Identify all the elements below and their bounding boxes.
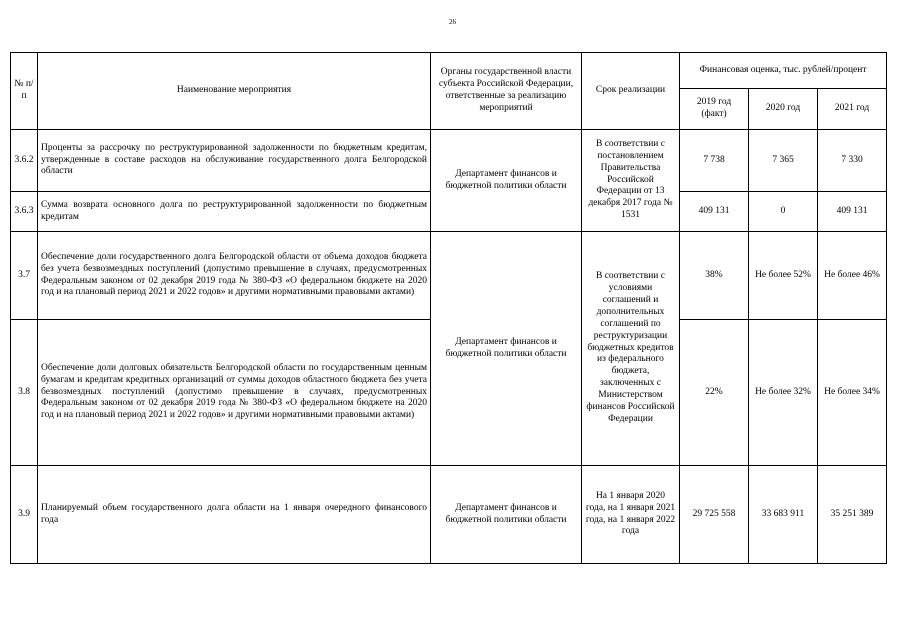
- value-2020: 0: [749, 192, 818, 232]
- measure-name: Сумма возврата основного долга по реструктурированной задолженности по бюджетным кредитам: [38, 192, 431, 232]
- measure-name: Планируемый объем государственного долга области на 1 января очередного финансового года: [38, 466, 431, 564]
- header-num: № п/п: [11, 53, 38, 130]
- value-2019: 38%: [680, 232, 749, 320]
- header-2021: 2021 год: [818, 89, 887, 130]
- value-2019: 409 131: [680, 192, 749, 232]
- implementation-term: На 1 января 2020 года, на 1 января 2021 года, на 1 января 2022 года: [582, 466, 680, 564]
- header-name: Наименование мероприятия: [38, 53, 431, 130]
- header-organs: Органы государственной власти субъекта Российской Федерации, ответственные за реализацию мероприятий: [431, 53, 582, 130]
- value-2021: 409 131: [818, 192, 887, 232]
- responsible-organ: Департамент финансов и бюджетной политики области: [431, 130, 582, 232]
- row-number: 3.8: [11, 320, 38, 466]
- header-2020: 2020 год: [749, 89, 818, 130]
- measures-table: [10, 52, 887, 564]
- header-row-1: [11, 53, 887, 89]
- value-2021: Не более 34%: [818, 320, 887, 466]
- responsible-organ: Департамент финансов и бюджетной политики области: [431, 466, 582, 564]
- value-2020: 7 365: [749, 130, 818, 192]
- header-2019: 2019 год (факт): [680, 89, 749, 130]
- table-row: [11, 466, 887, 564]
- row-number: 3.6.2: [11, 130, 38, 192]
- value-2021: 7 330: [818, 130, 887, 192]
- measure-name: Обеспечение доли долговых обязательств Белгородской области по государственным ценным бумагам и кредитам кредитных организаций от суммы доходов областного бюджета без учета безвозмездных поступлений (допустимо превышение в случаях, предусмотренных Федеральным законом от 02 декабря 2019 года № 380-ФЗ «О федеральном бюджете на 2020 год и на плановый период 2021 и 2022 годов» и другими нормативными правовыми актами): [38, 320, 431, 466]
- value-2020: 33 683 911: [749, 466, 818, 564]
- value-2020: Не более 52%: [749, 232, 818, 320]
- header-financial: Финансовая оценка, тыс. рублей/процент: [680, 53, 887, 89]
- value-2021: 35 251 389: [818, 466, 887, 564]
- value-2019: 22%: [680, 320, 749, 466]
- value-2019: 29 725 558: [680, 466, 749, 564]
- page-number: 26: [449, 18, 456, 26]
- responsible-organ: Департамент финансов и бюджетной политики области: [431, 232, 582, 466]
- table-row: [11, 232, 887, 320]
- row-number: 3.6.3: [11, 192, 38, 232]
- value-2020: Не более 32%: [749, 320, 818, 466]
- measure-name: Проценты за рассрочку по реструктурированной задолженности по бюджетным кредитам, утвержденные в составе расходов на обслуживание государственного долга Белгородской области: [38, 130, 431, 192]
- value-2021: Не более 46%: [818, 232, 887, 320]
- implementation-term: В соответствии с условиями соглашений и дополнительных соглашений по реструктуризации бюджетных кредитов из федерального бюджета, заключенных с Министерством финансов Российской Федерации: [582, 232, 680, 466]
- implementation-term: В соответствии с постановлением Правительства Российской Федерации от 13 декабря 2017 года № 1531: [582, 130, 680, 232]
- row-number: 3.7: [11, 232, 38, 320]
- measure-name: Обеспечение доли государственного долга Белгородской области от объема доходов бюджета без учета безвозмездных поступлений (допустимо превышение в случаях, предусмотренных Федеральным законом от 02 декабря 2019 года № 380-ФЗ «О федеральном бюджете на 2020 год и на плановый период 2021 и 2022 годов» и другими нормативными правовыми актами): [38, 232, 431, 320]
- header-term: Срок реализации: [582, 53, 680, 130]
- value-2019: 7 738: [680, 130, 749, 192]
- table-row: [11, 130, 887, 192]
- row-number: 3.9: [11, 466, 38, 564]
